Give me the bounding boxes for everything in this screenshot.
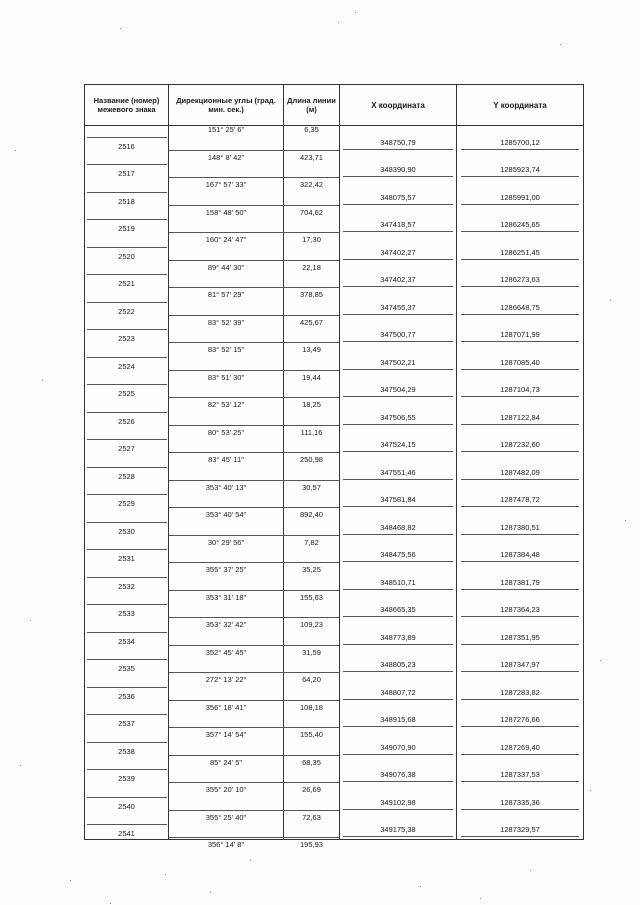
boundary-mark-name: 2532: [118, 581, 135, 591]
boundary-mark-name: 2520: [118, 251, 135, 261]
scan-speck: [20, 765, 21, 766]
boundary-mark-name: 2538: [118, 746, 135, 756]
line-length: 155,63: [300, 592, 323, 602]
x-coordinate: 347506,55: [380, 412, 416, 422]
y-coordinate: 1287104,73: [500, 385, 540, 395]
x-coordinate: 349102,98: [380, 797, 416, 807]
row-rule: [87, 467, 167, 468]
direction-angle: 83° 52' 39": [207, 317, 245, 327]
row-rule: [343, 506, 453, 507]
row-rule: [461, 479, 579, 480]
row-rule: [461, 589, 579, 590]
direction-angle: 353° 31' 18": [205, 592, 247, 602]
boundary-mark-name: 2535: [118, 664, 135, 674]
boundary-mark-name: 2526: [118, 416, 135, 426]
x-coordinate: 347524,15: [380, 440, 416, 450]
row-rule: [169, 562, 339, 563]
boundary-mark-name: 2529: [118, 499, 135, 509]
line-length: 250,98: [300, 455, 323, 464]
row-rule: [87, 164, 167, 165]
row-rule: [87, 192, 167, 193]
x-coordinate: 347502,21: [380, 357, 416, 367]
y-coordinate: 1287335,36: [500, 797, 540, 807]
row-rule: [461, 561, 579, 562]
scan-speck: [250, 860, 251, 861]
direction-angle: 353° 32' 42": [205, 620, 247, 629]
row-rule: [87, 274, 167, 275]
header-angle: Дирекционные углы (град. мин. сек.): [176, 96, 276, 114]
y-coordinate: 1285700,12: [500, 137, 540, 147]
y-coordinate: 1286273,63: [500, 275, 540, 285]
line-length: 17,30: [302, 235, 321, 244]
row-rule: [169, 425, 339, 426]
x-coordinate: 347504,29: [380, 385, 416, 395]
direction-angle: 160° 24' 47": [205, 235, 247, 244]
x-coordinate: 348773,89: [380, 632, 416, 642]
direction-angle: 89° 44' 30": [207, 262, 245, 272]
row-rule: [87, 384, 167, 385]
row-rule: [461, 204, 579, 205]
x-coordinate: 347500,77: [380, 330, 416, 340]
row-rule: [461, 149, 579, 150]
line-length: 72,63: [302, 812, 321, 822]
scan-speck: [625, 520, 626, 521]
row-rule: [343, 314, 453, 315]
line-length: 18,25: [302, 400, 321, 409]
line-length: 195,93: [300, 840, 323, 849]
y-coordinate: 1287122,84: [500, 412, 540, 422]
row-rule: [461, 671, 579, 672]
line-length: 108,18: [300, 702, 323, 712]
row-rule: [343, 726, 453, 727]
row-rule: [169, 480, 339, 481]
line-length: 425,67: [300, 317, 323, 327]
row-rule: [169, 370, 339, 371]
line-length: 7,82: [304, 537, 319, 547]
row-rule: [169, 782, 339, 783]
y-coordinate: 1287337,53: [500, 770, 540, 780]
direction-angle: 30° 29' 56": [207, 537, 245, 547]
header-x: X координата: [371, 100, 425, 110]
row-rule: [461, 396, 579, 397]
y-coordinate: 1287384,48: [500, 550, 540, 560]
row-rule: [169, 397, 339, 398]
row-rule: [461, 259, 579, 260]
direction-angle: 355° 20' 10": [205, 785, 247, 794]
row-rule: [87, 439, 167, 440]
scan-speck: [355, 12, 356, 13]
row-rule: [461, 314, 579, 315]
x-coordinate: 347455,37: [380, 302, 416, 312]
y-coordinate: 1287364,23: [500, 605, 540, 615]
row-rule: [343, 286, 453, 287]
scan-speck: [165, 874, 166, 875]
row-rule: [461, 836, 579, 837]
direction-angle: 80° 53' 25": [207, 427, 245, 437]
boundary-mark-name: 2531: [118, 554, 135, 564]
direction-angle: 158° 48' 50": [205, 207, 247, 217]
scan-speck: [590, 790, 591, 791]
x-coordinate: 347551,46: [380, 467, 416, 477]
scan-speck: [420, 886, 421, 887]
row-rule: [169, 672, 339, 673]
row-rule: [87, 659, 167, 660]
x-coordinate: 348805,23: [380, 660, 416, 670]
line-length: 30,57: [302, 482, 321, 492]
row-rule: [461, 424, 579, 425]
row-rule: [87, 494, 167, 495]
row-rule: [169, 315, 339, 316]
direction-angle: 83° 51' 30": [207, 372, 245, 382]
direction-angle: 353° 40' 13": [205, 482, 247, 492]
row-rule: [461, 754, 579, 755]
direction-angle: 81° 57' 29": [207, 290, 245, 299]
row-rule: [169, 150, 339, 151]
y-coordinate: 1287276,66: [500, 715, 540, 725]
boundary-mark-name: 2534: [118, 636, 135, 646]
row-rule: [343, 589, 453, 590]
row-rule: [169, 755, 339, 756]
row-rule: [87, 522, 167, 523]
y-coordinate: 1287071,99: [500, 330, 540, 340]
direction-angle: 355° 25' 40": [205, 812, 247, 822]
row-rule: [461, 341, 579, 342]
row-rule: [87, 137, 167, 138]
x-coordinate: 349070,90: [380, 742, 416, 752]
x-coordinate: 348390,90: [380, 165, 416, 175]
row-rule: [343, 561, 453, 562]
header-y: Y координата: [493, 100, 547, 110]
row-rule: [461, 176, 579, 177]
y-coordinate: 1287329,57: [500, 825, 540, 835]
scan-speck: [338, 22, 339, 23]
line-length: 22,18: [302, 262, 321, 272]
x-coordinate: 349175,38: [380, 825, 416, 835]
y-coordinate: 1287283,82: [500, 687, 540, 697]
scan-speck: [15, 150, 16, 151]
line-length: 378,85: [300, 290, 323, 299]
row-rule: [343, 424, 453, 425]
row-rule: [461, 644, 579, 645]
row-rule: [87, 219, 167, 220]
row-rule: [87, 714, 167, 715]
y-coordinate: 1287381,79: [500, 577, 540, 587]
row-rule: [343, 836, 453, 837]
row-rule: [169, 342, 339, 343]
line-length: 111,16: [300, 427, 323, 437]
row-rule: [169, 452, 339, 453]
direction-angle: 355° 37' 25": [205, 565, 247, 574]
row-rule: [87, 824, 167, 825]
line-length: 6,35: [304, 125, 319, 134]
boundary-mark-name: 2524: [118, 361, 135, 371]
scan-speck: [120, 28, 121, 29]
direction-angle: 352° 45' 45": [205, 647, 247, 657]
x-coordinate: 348750,79: [380, 137, 416, 147]
scan-speck: [480, 898, 481, 899]
row-rule: [461, 451, 579, 452]
x-coordinate: 349076,38: [380, 770, 416, 780]
y-coordinate: 1287478,72: [500, 495, 540, 505]
row-rule: [87, 742, 167, 743]
row-rule: [343, 644, 453, 645]
row-rule: [87, 329, 167, 330]
row-rule: [343, 231, 453, 232]
header-name: Название (номер) межевого знака: [93, 96, 160, 114]
row-rule: [169, 232, 339, 233]
boundary-mark-name: 2519: [118, 224, 135, 234]
row-rule: [169, 700, 339, 701]
row-rule: [461, 699, 579, 700]
line-length: 155,40: [300, 730, 323, 739]
boundary-mark-name: 2530: [118, 526, 135, 536]
scan-speck: [42, 380, 43, 381]
y-coordinate: 1286648,75: [500, 302, 540, 312]
row-rule: [461, 616, 579, 617]
boundary-mark-name: 2540: [118, 801, 135, 811]
row-rule: [87, 797, 167, 798]
row-rule: [343, 699, 453, 700]
direction-angle: 83° 45' 11": [208, 455, 244, 464]
row-rule: [343, 809, 453, 810]
row-rule: [343, 204, 453, 205]
row-rule: [343, 149, 453, 150]
boundary-mark-name: 2528: [118, 471, 135, 481]
row-rule: [343, 754, 453, 755]
x-coordinate: 348807,72: [380, 687, 416, 697]
boundary-mark-name: 2516: [118, 141, 135, 151]
row-rule: [169, 617, 339, 618]
row-rule: [169, 590, 339, 591]
row-rule: [461, 231, 579, 232]
x-coordinate: 347581,84: [380, 495, 416, 505]
line-length: 19,44: [302, 372, 321, 382]
x-coordinate: 347402,27: [380, 247, 416, 257]
y-coordinate: 1287085,40: [500, 357, 540, 367]
x-coordinate: 347418,57: [380, 220, 416, 230]
row-rule: [87, 412, 167, 413]
scan-speck: [530, 870, 531, 871]
boundary-mark-name: 2541: [118, 829, 135, 839]
direction-angle: 148° 8' 42": [207, 152, 245, 162]
row-rule: [169, 260, 339, 261]
direction-angle: 83° 52' 15": [207, 345, 245, 354]
line-length: 704,62: [300, 207, 323, 217]
direction-angle: 85° 24' 5": [209, 757, 243, 767]
row-rule: [343, 259, 453, 260]
boundary-mark-name: 2525: [118, 389, 135, 399]
boundary-mark-name: 2527: [118, 444, 135, 454]
line-length: 322,42: [300, 180, 323, 189]
x-coordinate: 348510,71: [380, 577, 416, 587]
boundary-mark-name: 2536: [118, 691, 135, 701]
line-length: 13,49: [302, 345, 321, 354]
row-rule: [343, 781, 453, 782]
boundary-mark-name: 2523: [118, 334, 135, 344]
y-coordinate: 1285923,74: [500, 165, 540, 175]
row-rule: [461, 781, 579, 782]
direction-angle: 356° 18' 41": [205, 702, 247, 712]
boundary-mark-name: 2537: [118, 719, 135, 729]
row-rule: [169, 507, 339, 508]
row-rule: [461, 726, 579, 727]
row-rule: [169, 177, 339, 178]
row-rule: [87, 302, 167, 303]
row-rule: [343, 176, 453, 177]
y-coordinate: 1286251,45: [500, 247, 540, 257]
row-rule: [343, 341, 453, 342]
row-rule: [87, 687, 167, 688]
line-length: 64,20: [302, 675, 321, 684]
row-rule: [87, 632, 167, 633]
line-length: 892,40: [300, 510, 323, 519]
scan-speck: [70, 880, 71, 881]
line-length: 109,23: [300, 620, 323, 629]
x-coordinate: 348075,57: [380, 192, 416, 202]
boundary-mark-name: 2521: [118, 279, 135, 289]
row-rule: [87, 604, 167, 605]
scan-speck: [560, 44, 561, 45]
y-coordinate: 1285991,00: [500, 192, 540, 202]
row-rule: [169, 810, 339, 811]
line-length: 35,25: [302, 565, 321, 574]
row-rule: [461, 369, 579, 370]
direction-angle: 272° 13' 22": [205, 675, 247, 684]
scan-speck: [610, 300, 611, 301]
row-rule: [87, 247, 167, 248]
boundary-coordinates-table: [84, 84, 584, 849]
line-length: 26,69: [302, 785, 321, 794]
row-rule: [343, 396, 453, 397]
direction-angle: 353° 40' 54": [205, 510, 247, 519]
direction-angle: 356° 14' 8": [207, 840, 245, 849]
y-coordinate: 1287351,95: [500, 632, 540, 642]
row-rule: [169, 727, 339, 728]
row-rule: [343, 479, 453, 480]
x-coordinate: 348915,68: [380, 715, 416, 725]
boundary-mark-name: 2533: [118, 609, 135, 619]
boundary-mark-name: 2522: [118, 306, 135, 316]
scan-speck: [600, 660, 601, 661]
direction-angle: 357° 14' 54": [205, 730, 247, 739]
row-rule: [461, 534, 579, 535]
y-coordinate: 1287380,51: [500, 522, 540, 532]
y-coordinate: 1287269,40: [500, 742, 540, 752]
row-rule: [461, 286, 579, 287]
y-coordinate: 1287347,97: [500, 660, 540, 670]
direction-angle: 167° 57' 33": [205, 180, 247, 189]
row-rule: [87, 769, 167, 770]
line-length: 68,35: [302, 757, 321, 767]
y-coordinate: 1287232,60: [500, 440, 540, 450]
row-rule: [87, 357, 167, 358]
boundary-mark-name: 2518: [118, 196, 135, 206]
row-rule: [169, 837, 339, 838]
x-coordinate: 348468,82: [380, 522, 416, 532]
row-rule: [343, 369, 453, 370]
row-rule: [169, 645, 339, 646]
row-rule: [343, 451, 453, 452]
row-rule: [343, 616, 453, 617]
x-coordinate: 347402,37: [380, 275, 416, 285]
line-length: 423,71: [300, 152, 323, 162]
boundary-mark-name: 2539: [118, 774, 135, 784]
row-rule: [343, 671, 453, 672]
row-rule: [169, 535, 339, 536]
x-coordinate: 348475,56: [380, 550, 416, 560]
row-rule: [169, 205, 339, 206]
header-length: Длина линии (м): [287, 96, 336, 114]
row-rule: [461, 809, 579, 810]
y-coordinate: 1286245,65: [500, 220, 540, 230]
x-coordinate: 348665,35: [380, 605, 416, 615]
row-rule: [461, 506, 579, 507]
boundary-mark-name: 2517: [118, 169, 135, 179]
scan-speck: [30, 620, 31, 621]
row-rule: [169, 287, 339, 288]
direction-angle: 82° 53' 12": [207, 400, 245, 409]
y-coordinate: 1287482,09: [500, 467, 540, 477]
scan-speck: [210, 892, 211, 893]
row-rule: [87, 549, 167, 550]
row-rule: [343, 534, 453, 535]
row-rule: [87, 577, 167, 578]
line-length: 31,59: [302, 647, 321, 657]
scan-speck: [110, 903, 111, 904]
direction-angle: 151° 25' 6": [207, 125, 245, 134]
